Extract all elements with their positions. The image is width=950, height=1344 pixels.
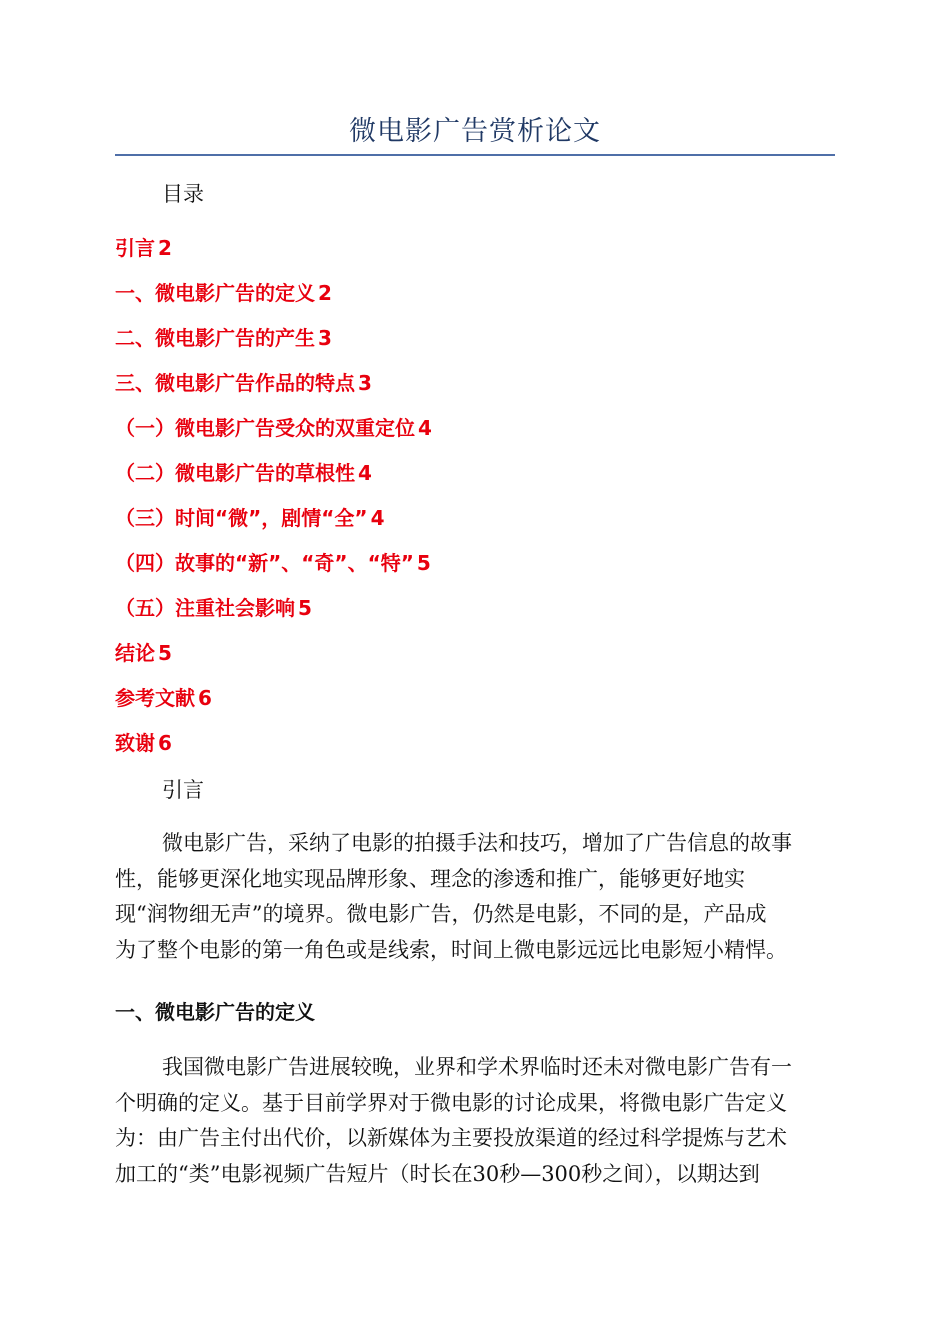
toc-entry-acknowledgements[interactable] bbox=[115, 724, 835, 769]
toc-entry-feature-4[interactable] bbox=[115, 544, 835, 589]
toc-entry-page: 2 bbox=[158, 236, 172, 260]
toc-entry-label: （五）注重社会影响 bbox=[115, 596, 295, 620]
toc-entry-page: 4 bbox=[358, 461, 372, 485]
toc-entry-page: 4 bbox=[370, 506, 385, 530]
paragraph-line: 为了整个电影的第一角色或是线索，时间上微电影远远比电影短小精悍。 bbox=[115, 937, 787, 962]
toc-entry-label: （二）微电影广告的草根性 bbox=[115, 461, 355, 485]
paragraph-line: 微电影广告，采纳了电影的拍摄手法和技巧，增加了广告信息的故事 bbox=[162, 831, 792, 855]
toc-entry-feature-5[interactable] bbox=[115, 589, 835, 634]
toc-entry-page: 5 bbox=[158, 641, 172, 665]
toc-entry-label: 一、微电影广告的定义 bbox=[115, 281, 315, 305]
paragraph-line: 我国微电影广告进展较晚，业界和学术界临时还未对微电影广告有一 bbox=[162, 1055, 792, 1079]
intro-paragraph bbox=[115, 826, 835, 968]
toc-entry-references[interactable] bbox=[115, 679, 835, 724]
toc-entry-label: 致谢 bbox=[115, 731, 155, 755]
toc-entry-definition[interactable] bbox=[115, 274, 835, 319]
document-title: 微电影广告赏析论文 bbox=[349, 116, 601, 147]
toc-entry-feature-3[interactable] bbox=[115, 499, 835, 544]
paragraph-line: 性，能够更深化地实现品牌形象、理念的渗透和推广，能够更好地实 bbox=[115, 866, 745, 891]
toc-entry-label: （一）微电影广告受众的双重定位 bbox=[115, 416, 415, 440]
toc-entry-origin[interactable] bbox=[115, 319, 835, 364]
definition-paragraph bbox=[115, 1050, 835, 1192]
toc-entry-label: 三、微电影广告作品的特点 bbox=[115, 371, 355, 395]
toc-entry-feature-1[interactable] bbox=[115, 409, 835, 454]
toc-entry-page: 2 bbox=[318, 281, 332, 305]
toc-entry-page: 5 bbox=[298, 596, 312, 620]
table-of-contents bbox=[115, 229, 835, 769]
toc-entry-page: 6 bbox=[198, 686, 212, 710]
toc-entry-conclusion[interactable] bbox=[115, 634, 835, 679]
toc-entry-features[interactable] bbox=[115, 364, 835, 409]
section-heading-definition: 一、微电影广告的定义 bbox=[115, 1000, 315, 1024]
toc-entry-label: （四）故事的“新”、“奇”、“特” bbox=[115, 551, 414, 575]
paragraph-line: 为：由广告主付出代价，以新媒体为主要投放渠道的经过科学提炼与艺术 bbox=[115, 1126, 787, 1150]
toc-entry-page: 3 bbox=[358, 371, 372, 395]
toc-entry-label: 二、微电影广告的产生 bbox=[115, 326, 315, 350]
title-underline bbox=[115, 154, 835, 156]
toc-entry-page: 6 bbox=[158, 731, 172, 755]
toc-entry-page: 5 bbox=[416, 551, 431, 575]
toc-entry-label: 参考文献 bbox=[115, 686, 195, 710]
toc-entry-label: 引言 bbox=[115, 236, 155, 260]
toc-entry-label: （三）时间“微”，剧情“全” bbox=[115, 506, 368, 530]
toc-entry-intro[interactable] bbox=[115, 229, 835, 274]
toc-entry-page: 3 bbox=[318, 326, 332, 350]
intro-heading: 引言 bbox=[162, 778, 204, 802]
paragraph-line: 个明确的定义。基于目前学界对于微电影的讨论成果，将微电影广告定义 bbox=[115, 1090, 787, 1115]
paragraph-line: 加工的“类”电影视频广告短片（时长在30秒—300秒之间），以期达到 bbox=[115, 1161, 760, 1186]
toc-entry-feature-2[interactable] bbox=[115, 454, 835, 499]
toc-entry-page: 4 bbox=[418, 416, 432, 440]
toc-entry-label: 结论 bbox=[115, 641, 155, 665]
paragraph-line: 现“润物细无声”的境界。微电影广告，仍然是电影，不同的是，产品成 bbox=[115, 902, 767, 926]
toc-heading: 目录 bbox=[162, 182, 204, 206]
